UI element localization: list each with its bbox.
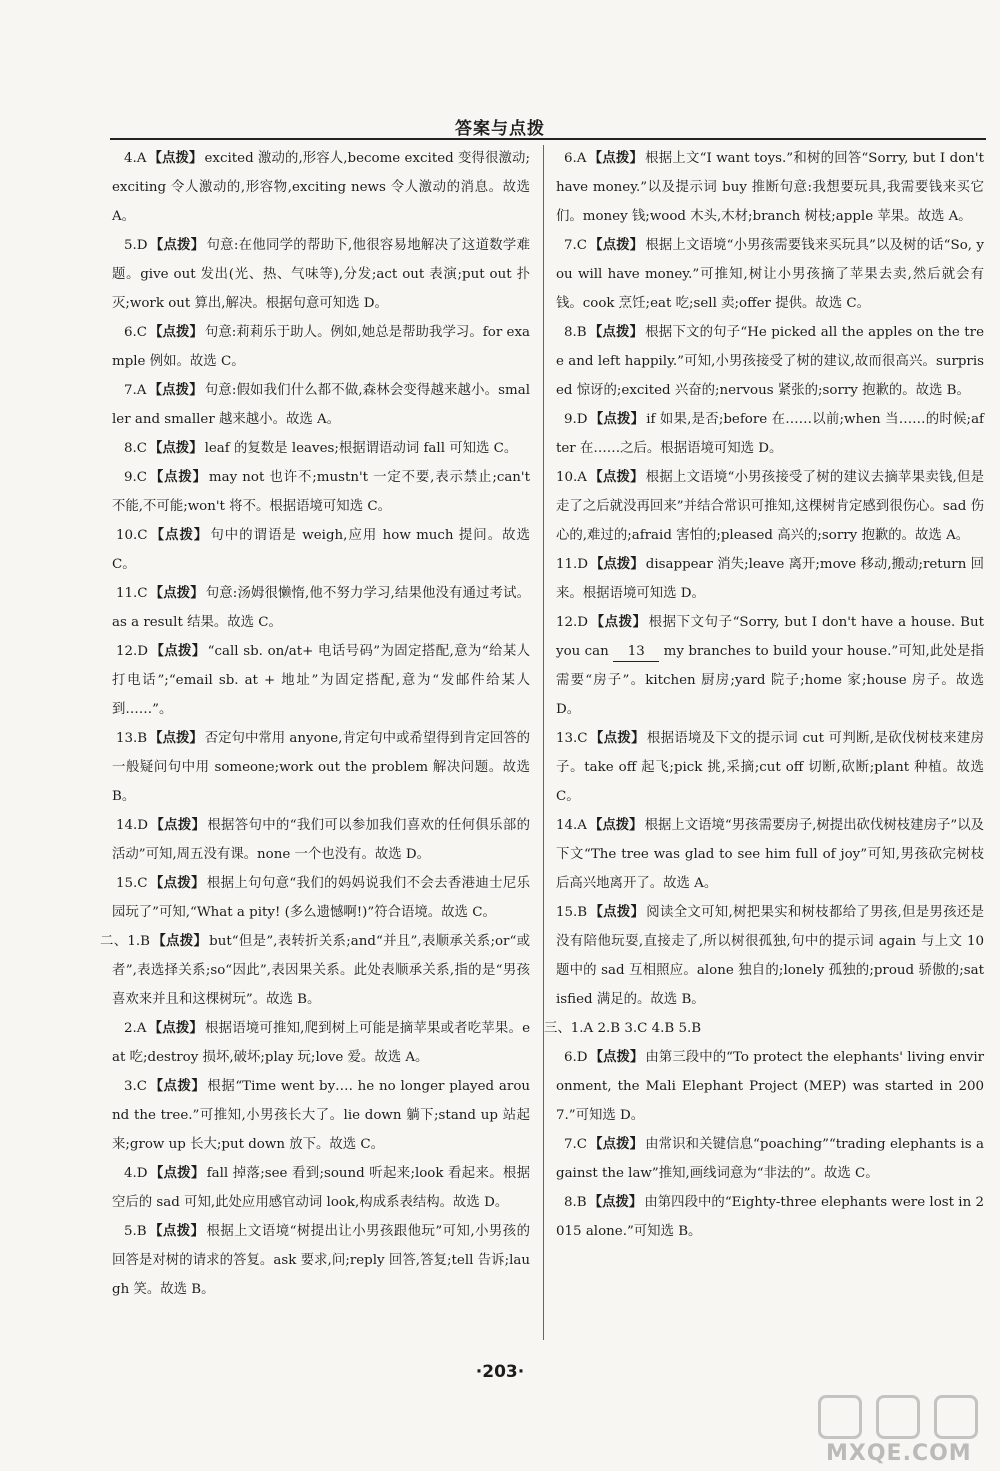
answer-number: 10.C xyxy=(116,528,148,543)
answer-explanation: 根据下文句子“Sorry, but I don't have a house. But you can 13 my branches to build your house.”可知,此处是指需要“房子”。kitchen 厨房;yard 院子;home 家;house 房子。故选 D。 xyxy=(556,615,984,717)
answer-entry xyxy=(112,1072,530,1159)
answer-entry xyxy=(112,434,530,463)
answer-number: 7.C xyxy=(564,1137,588,1152)
answer-number: 5.D xyxy=(124,238,148,253)
answer-number: 2.A xyxy=(124,1021,147,1036)
answer-entry xyxy=(556,898,984,1014)
answer-entry xyxy=(112,231,530,318)
answer-number: 6.D xyxy=(564,1050,588,1065)
answer-entry xyxy=(112,579,530,637)
answer-explanation: 句意:汤姆很懒惰,他不努力学习,结果他没有通过考试。as a result 结果。故选 C。 xyxy=(112,586,531,630)
answer-entry xyxy=(112,1159,530,1217)
answer-explanation: 根据上文语境“树提出让小男孩跟他玩”可知,小男孩的回答是对树的请求的答复。ask 要求,问;reply 回答,答复;tell 告诉;laugh 笑。故选 B。 xyxy=(112,1224,531,1297)
hint-tag: 【点拨】 xyxy=(152,933,208,949)
hint-tag: 【点拨】 xyxy=(148,150,203,166)
answer-number: 10.A xyxy=(556,470,587,485)
hint-tag: 【点拨】 xyxy=(589,730,645,746)
answer-explanation: 否定句中常用 anyone,肯定句中或希望得到肯定回答的一般疑问句中用 someone;work out the problem 解决问题。故选 B。 xyxy=(112,731,531,804)
answer-number: 9.C xyxy=(124,470,148,485)
hint-tag: 【点拨】 xyxy=(149,237,205,253)
answer-number: 三、1.A xyxy=(544,1021,594,1036)
hint-tag: 【点拨】 xyxy=(589,1136,644,1152)
answer-entry xyxy=(112,869,530,927)
answer-entry xyxy=(112,811,530,869)
answer-entry xyxy=(556,144,984,231)
hint-tag: 【点拨】 xyxy=(590,556,644,572)
answer-entry xyxy=(112,318,530,376)
hint-tag: 【点拨】 xyxy=(588,469,644,485)
answer-explanation: 由常识和关键信息“poaching”“trading elephants is against the law”推知,画线词意为“非法的”。故选 C。 xyxy=(556,1137,985,1181)
hint-tag: 【点拨】 xyxy=(148,1020,204,1036)
answer-entry xyxy=(556,1043,984,1130)
blank-number: 13 xyxy=(613,643,659,662)
answer-number: 8.C xyxy=(124,441,148,456)
hint-tag: 【点拨】 xyxy=(149,527,209,543)
answer-explanation: may not 也许不;mustn't 一定不要,表示禁止;can't 不能,不可能;won't 将不。根据语境可知选 C。 xyxy=(112,470,530,514)
answer-explanation: 根据上文语境“男孩需要房子,树提出砍伐树枝建房子”以及下文“The tree was glad to see him full of joy”可知,男孩砍完树枝后高兴地离开了。故选 A。 xyxy=(556,818,985,891)
answer-number: 11.C xyxy=(116,586,148,601)
hint-tag: 【点拨】 xyxy=(149,1165,205,1181)
answer-number: 5.B xyxy=(124,1224,147,1239)
answer-explanation: 句中的谓语是 weigh,应用 how much 提问。故选 C。 xyxy=(112,528,530,572)
answer-number: 二、1.B xyxy=(100,934,151,949)
answer-explanation: excited 激动的,形容人,become excited 变得很激动;exciting 令人激动的,形容物,exciting news 令人激动的消息。故选 A。 xyxy=(112,151,530,224)
answer-explanation: leaf 的复数是 leaves;根据谓语动词 fall 可知选 C。 xyxy=(204,441,518,456)
answer-number: 7.C xyxy=(564,238,588,253)
watermark-box xyxy=(934,1395,978,1439)
left-column xyxy=(100,144,531,1304)
answer-explanation: 根据上文语境“小男孩接受了树的建议去摘苹果卖钱,但是走了之后就没再回来”并结合常识可推知,这棵树肯定感到很伤心。sad 伤心的,难过的;afraid 害怕的;pleased 高兴的;sorry 抱歉的。故选 A。 xyxy=(556,470,984,543)
answer-explanation: 根据下文的句子“He picked all the apples on the tree and left happily.”可知,小男孩接受了树的建议,故而很高兴。surprised 惊讶的;excited 兴奋的;nervous 紧张的;sorry 抱歉的。故选 B。 xyxy=(556,325,984,398)
answer-number: 4.D xyxy=(124,1166,148,1181)
answer-number: 11.D xyxy=(556,557,589,572)
right-column xyxy=(544,144,985,1246)
answer-number: 4.A xyxy=(124,151,147,166)
answer-entry xyxy=(556,1130,984,1188)
answer-entry xyxy=(112,1014,530,1072)
header-rule xyxy=(110,138,986,140)
hint-tag: 【点拨】 xyxy=(150,643,206,659)
answer-number: 12.D xyxy=(556,615,589,630)
answer-number: 3.C xyxy=(124,1079,148,1094)
answer-number: 9.D xyxy=(564,412,588,427)
answer-number: 14.D xyxy=(116,818,149,833)
answer-entry xyxy=(556,463,984,550)
hint-tag: 【点拨】 xyxy=(588,817,643,833)
hint-tag: 【点拨】 xyxy=(149,585,204,601)
hint-tag: 【点拨】 xyxy=(148,382,203,398)
watermark-text: MXQE.COM xyxy=(826,1441,972,1466)
answer-entry xyxy=(112,521,530,579)
answer-explanation: 由第四段中的“Eighty-three elephants were lost in 2015 alone.”可知选 B。 xyxy=(556,1195,985,1239)
answer-number: 7.A xyxy=(124,383,147,398)
answer-explanation: 句意:莉莉乐于助人。例如,她总是帮助我学习。for example 例如。故选 C。 xyxy=(112,325,531,369)
answer-explanation: “call sb. on/at+ 电话号码”为固定搭配,意为“给某人打电话”;“email sb. at + 地址”为固定搭配,意为“发邮件给某人到……”。 xyxy=(112,644,531,717)
answer-explanation: 根据上文语境“小男孩需要钱来买玩具”以及树的话“So, you will have money.”可推知,树让小男孩摘了苹果去卖,然后就会有钱。cook 烹饪;eat 吃;sell 卖;offer 提供。故选 C。 xyxy=(556,238,984,311)
answer-number: 8.B xyxy=(564,1195,587,1210)
answer-explanation: but“但是”,表转折关系;and“并且”,表顺承关系;or“或者”,表选择关系;so“因此”,表因果关系。此处表顺承关系,指的是“男孩喜欢来并且和这棵树玩”。故选 B。 xyxy=(112,934,530,1007)
answer-entry xyxy=(100,927,530,1014)
answer-entry xyxy=(556,811,984,898)
answer-entry xyxy=(556,405,984,463)
answer-explanation: 根据上句句意“我们的妈妈说我们不会去香港迪士尼乐园玩了”可知,“What a pity! (多么遗憾啊!)”符合语境。故选 C。 xyxy=(112,876,530,920)
answer-explanation: 根据“Time went by…. he no longer played around the tree.”可推知,小男孩长大了。lie down 躺下;stand up 站起来;grow up 长大;put down 放下。故选 C。 xyxy=(112,1079,530,1152)
answer-explanation: if 如果,是否;before 在……以前;when 当……的时候;after 在……之后。根据语境可知选 D。 xyxy=(556,412,985,456)
answer-entry xyxy=(112,724,530,811)
answer-number: 6.A xyxy=(564,151,587,166)
watermark-logo xyxy=(810,1395,986,1467)
answer-entry xyxy=(112,463,530,521)
answer-number: 15.C xyxy=(116,876,148,891)
answer-entry xyxy=(544,1014,984,1043)
hint-tag: 【点拨】 xyxy=(148,1223,205,1239)
answer-explanation: 2.B 3.C 4.B 5.B xyxy=(597,1021,702,1036)
hint-tag: 【点拨】 xyxy=(149,730,203,746)
answer-entry xyxy=(556,724,984,811)
page-title: 答案与点拨 xyxy=(455,119,545,139)
answer-entry xyxy=(112,637,530,724)
answer-explanation: 根据上文“I want toys.”和树的回答“Sorry, but I don't have money.”以及提示词 buy 推断句意:我想要玩具,我需要钱来买它们。money 钱;wood 木头,木材;branch 树枝;apple 苹果。故选 A。 xyxy=(556,151,984,224)
hint-tag: 【点拨】 xyxy=(150,817,206,833)
hint-tag: 【点拨】 xyxy=(588,324,644,340)
hint-tag: 【点拨】 xyxy=(590,614,647,630)
answer-entry xyxy=(556,1188,984,1246)
answer-number: 6.C xyxy=(124,325,148,340)
page-number: ·203· xyxy=(475,1362,525,1382)
answer-number: 8.B xyxy=(564,325,587,340)
answer-explanation: 句意:假如我们什么都不做,森林会变得越来越小。smaller and smaller 越来越小。故选 A。 xyxy=(112,383,530,427)
answer-explanation: 阅读全文可知,树把果实和树枝都给了男孩,但是男孩还是没有陪他玩耍,直接走了,所以树很孤独,句中的提示词 again 与上文 10 题中的 sad 互相照应。alone 独自的;lonely 孤独的;proud 骄傲的;satisfied 满足的。故选 B。 xyxy=(556,905,985,1007)
watermark-box xyxy=(818,1395,862,1439)
hint-tag: 【点拨】 xyxy=(589,411,645,427)
hint-tag: 【点拨】 xyxy=(149,875,205,891)
answer-number: 15.B xyxy=(556,905,588,920)
hint-tag: 【点拨】 xyxy=(589,904,645,920)
hint-tag: 【点拨】 xyxy=(149,440,203,456)
hint-tag: 【点拨】 xyxy=(589,237,644,253)
answer-explanation: 根据语境可推知,爬到树上可能是摘苹果或者吃苹果。eat 吃;destroy 损坏,破坏;play 玩;love 爱。故选 A。 xyxy=(112,1021,531,1065)
answer-entry xyxy=(112,1217,530,1304)
answer-entry xyxy=(556,550,984,608)
watermark-box xyxy=(876,1395,920,1439)
answer-entry xyxy=(112,376,530,434)
answer-number: 12.D xyxy=(116,644,149,659)
hint-tag: 【点拨】 xyxy=(149,324,203,340)
answer-entry xyxy=(556,231,984,318)
answer-number: 13.C xyxy=(556,731,588,746)
answer-number: 14.A xyxy=(556,818,587,833)
answer-explanation: 由第三段中的“To protect the elephants' living environment, the Mali Elephant Project (MEP) was started in 2007.”可知选 D。 xyxy=(556,1050,985,1123)
hint-tag: 【点拨】 xyxy=(149,469,207,485)
answer-explanation: 句意:在他同学的帮助下,他很容易地解决了这道数学难题。give out 发出(光、热、气味等),分发;act out 表演;put out 扑灭;work out 算出,解决。根据句意可知选 D。 xyxy=(112,238,530,311)
answer-explanation: 根据语境及下文的提示词 cut 可判断,是砍伐树枝来建房子。take off 起飞;pick 挑,采摘;cut off 切断,砍断;plant 种植。故选 C。 xyxy=(556,731,984,804)
answer-entry xyxy=(556,318,984,405)
hint-tag: 【点拨】 xyxy=(149,1078,206,1094)
answer-explanation: 根据答句中的“我们可以参加我们喜欢的任何俱乐部的活动”可知,周五没有课。none 一个也没有。故选 D。 xyxy=(112,818,530,862)
answer-explanation: disappear 消失;leave 离开;move 移动,搬动;return 回来。根据语境可知选 D。 xyxy=(556,557,985,601)
answer-number: 13.B xyxy=(116,731,148,746)
hint-tag: 【点拨】 xyxy=(589,1049,644,1065)
column-divider xyxy=(543,145,544,1340)
answer-entry xyxy=(556,608,984,724)
hint-tag: 【点拨】 xyxy=(588,1194,643,1210)
answer-explanation: fall 掉落;see 看到;sound 听起来;look 看起来。根据空后的 sad 可知,此处应用感官动词 look,构成系表结构。故选 D。 xyxy=(112,1166,531,1210)
answer-entry xyxy=(112,144,530,231)
hint-tag: 【点拨】 xyxy=(588,150,644,166)
